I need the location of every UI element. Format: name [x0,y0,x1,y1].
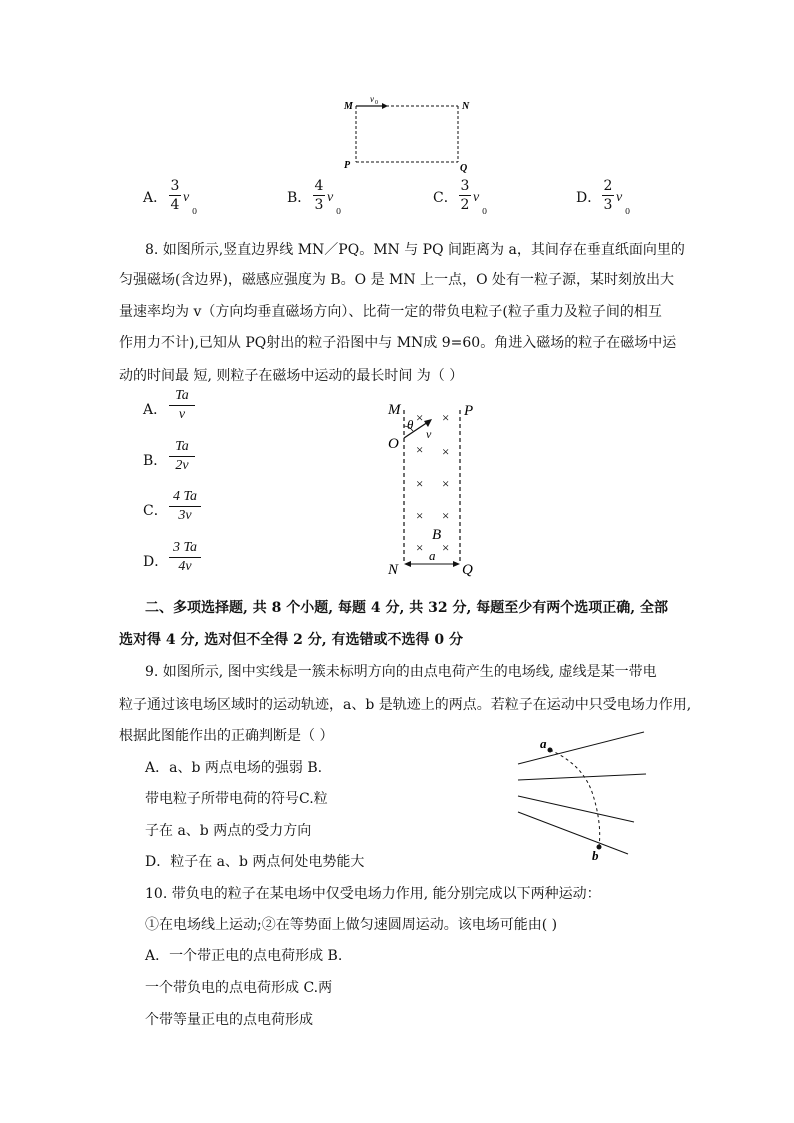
q7-option-d[interactable] [576,178,636,226]
q7-option-c-sub: 0 [482,207,488,216]
q8-option-d[interactable] [143,540,213,584]
cross: × [442,540,450,555]
q8-line-1: 8. 如图所示,竖直边界线 MN／PQ。MN 与 PQ 间距离为 a，其间存在垂直纸面向里的 [145,242,685,258]
q9-line-2: 粒子通过该电场区域时的运动轨迹，a、b 是轨迹上的两点。若粒子在运动中只受电场力作用, [119,697,692,713]
label-p: P [344,160,351,171]
label-o: O [388,436,399,452]
q9-line-1: 9. 如图所示, 图中实线是一簇未标明方向的由点电荷产生的电场线, 虚线是某一带电 [145,664,657,680]
q9-option-line-1[interactable]: A．a、b 两点电场的强弱 B. [145,760,323,776]
q8-option-d-label: D． [143,554,169,570]
cross: × [442,508,450,523]
q7-option-a-v: v [183,190,190,205]
cross: × [416,476,424,491]
q10-line-2: ①在电场线上运动;②在等势面上做匀速圆周运动。该电场可能由( ) [145,917,558,933]
q10-option-line-3[interactable]: 个带等量正电的点电荷形成 [145,1012,313,1028]
q8-option-c-label: C． [143,503,168,519]
section2-line-1: 二、多项选择题, 共 8 个小题, 每题 4 分, 共 32 分, 每题至少有两个选项正确, 全部 [145,600,668,616]
q8-figure [386,398,482,580]
point-a [548,748,553,753]
q8-option-d-fraction: 3 Ta 4v [169,540,201,575]
q7-option-c-label: C． [433,190,458,206]
field-line [518,796,634,822]
label-q: Q [460,163,468,174]
q8-option-a-fraction: Ta v [169,388,195,423]
section2-line-2: 选对得 4 分, 选对但不全得 2 分, 有选错或不选得 0 分 [119,632,463,648]
trajectory [550,750,600,847]
q7-option-c-v: v [473,190,480,205]
cross: × [416,540,424,555]
q9-option-line-3[interactable]: 子在 a、b 两点的受力方向 [145,823,312,839]
label-q: Q [462,562,473,578]
field-line [518,812,628,854]
top-figure [340,92,480,174]
q9-figure [512,730,652,866]
cross: × [416,410,424,425]
field-line [518,732,644,764]
q7-option-b-v: v [327,190,334,205]
label-v: v [426,427,432,441]
q9-option-line-4[interactable]: D．粒子在 a、b 两点何处电势能大 [145,854,365,870]
q7-option-a-fraction: 3 4 [170,178,180,213]
q7-option-a-sub: 0 [192,207,198,216]
q8-option-a-label: A． [143,402,168,418]
q7-option-c-fraction: 3 2 [460,178,470,213]
q8-option-c[interactable] [143,489,213,533]
label-v0-sub: 0 [375,100,378,106]
velocity-arrowhead [424,419,432,427]
q8-line-5: 动的时间最 短, 则粒子在磁场中运动的最长时间 为（ ） [119,368,464,384]
q10-line-1: 10. 带负电的粒子在某电场中仅受电场力作用, 能分别完成以下两种运动： [145,886,601,902]
label-a: a [540,736,547,751]
q7-option-a[interactable] [143,178,203,226]
q7-option-a-label: A． [143,190,168,206]
cross: × [416,442,424,457]
field-line [518,774,646,780]
q8-line-3: 量速率均为 v（方向均垂直磁场方向）、比荷一定的带负电粒子(粒子重力及粒子间的相互 [119,304,662,320]
cross: × [416,508,424,523]
q7-option-b-sub: 0 [336,207,342,216]
label-n: N [462,101,470,112]
q8-option-b-label: B． [143,453,168,469]
q7-option-b[interactable] [287,178,347,226]
q8-line-2: 匀强磁场(含边界)，磁感应强度为 B。O 是 MN 上一点，O 处有一粒子源，某时刻放出大 [119,272,675,288]
cross: × [442,410,450,425]
label-b: b [592,848,599,863]
q8-option-b[interactable] [143,439,203,483]
label-n: N [388,562,399,578]
q7-option-d-label: D． [576,190,602,206]
q8-option-a[interactable] [143,388,203,432]
width-arrow-left [404,561,411,567]
q7-option-c[interactable] [433,178,493,226]
label-b: B [432,527,442,543]
cross: × [442,444,450,459]
label-theta: θ [407,417,414,432]
q7-option-d-fraction: 2 3 [603,178,613,213]
label-m: M [388,402,401,418]
q10-option-line-2[interactable]: 一个带负电的点电荷形成 C.两 [145,980,333,996]
q8-option-c-fraction: 4 Ta 3v [169,489,201,524]
q7-option-d-sub: 0 [625,207,631,216]
label-a: a [429,548,436,563]
q9-option-line-2[interactable]: 带电粒子所带电荷的符号C.粒 [145,791,328,807]
velocity-arrowhead [382,103,388,109]
width-arrow-right [453,561,460,567]
label-m: M [344,101,353,112]
cross: × [442,476,450,491]
q8-option-b-fraction: Ta 2v [169,439,195,474]
q9-line-3: 根据此图能作出的正确判断是（ ） [119,728,334,744]
q8-line-4: 作用力不计),已知从 PQ射出的粒子沿图中与 MN成 9=60。角进入磁场的粒子在磁场中运 [119,335,677,351]
q10-option-line-1[interactable]: A．一个带正电的点电荷形成 B. [145,948,343,964]
q7-option-b-fraction: 4 3 [314,178,324,213]
q7-option-b-label: B． [287,190,312,206]
label-p: P [464,403,474,419]
label-v0: v [370,94,374,104]
q7-option-d-v: v [616,190,623,205]
